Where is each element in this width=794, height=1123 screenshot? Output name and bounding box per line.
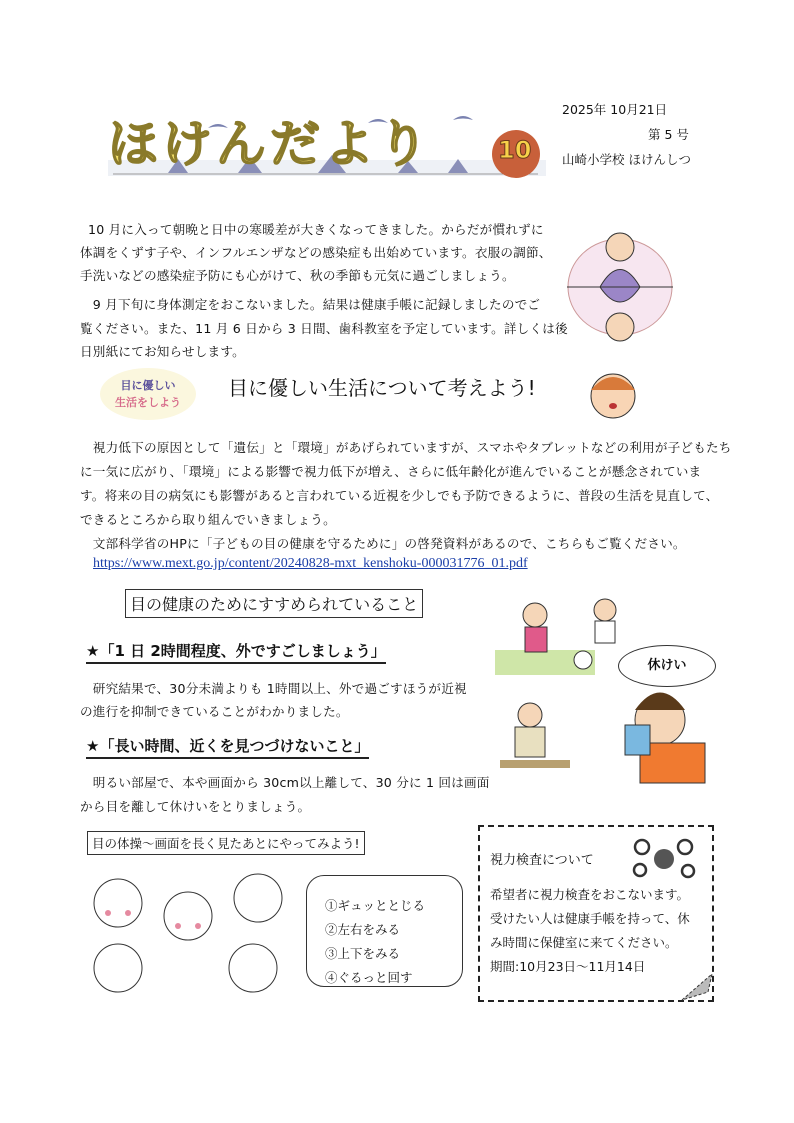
page-curl-icon: [680, 972, 714, 1002]
vision-test-line: み時間に保健室に来てください。: [490, 935, 678, 950]
tip-outdoor-title: ★「1 日 2時間程度、外ですごしましょう」: [86, 640, 386, 664]
newsletter-banner: [108, 98, 546, 180]
intro-line: 体調をくずす子や、インフルエンザなどの感染症も出始めています。衣服の調節、: [80, 245, 552, 260]
vision-test-title: 視力検査について: [490, 853, 594, 868]
mext-resource-link[interactable]: https://www.mext.go.jp/content/20240828-mxt_kenshoku-000031776_01.pdf: [93, 556, 528, 571]
tip-outdoor-line: の進行を抑制できていることがわかりました。: [80, 704, 349, 719]
eye-exercise-faces-illustration: [88, 868, 303, 1003]
banner-title: ほけんだより: [108, 115, 432, 173]
badge-line: 目に優しい: [120, 379, 176, 392]
tip-outdoor-line: 研究結果で、30分未満よりも 1時間以上、外で過ごすほうが近視: [80, 681, 467, 696]
vision-test-line: 期間:10月23日～11月14日: [490, 959, 646, 974]
exercise-steps-bubble: [306, 875, 463, 987]
eye-chart-child-icon: [630, 835, 700, 880]
sick-child-illustration: [565, 222, 675, 352]
issue-date: 2025年 10月21日: [562, 102, 668, 117]
badge-line: 生活をしよう: [115, 396, 181, 409]
intro-line: 10 月に入って朝晩と日中の寒暖差が大きくなってきました。からだが慣れずに: [88, 222, 544, 237]
exercise-step: ①ギュッととじる: [325, 898, 426, 913]
tip-near-work-title: ★「長い時間、近くを見つづけないこと」: [86, 735, 369, 759]
vision-test-notice: [478, 825, 714, 1002]
tip-near-work-line: から目を離して休けいをとりましょう。: [80, 799, 311, 814]
vision-test-body: [490, 883, 690, 979]
exercise-step: ②左右をみる: [325, 922, 401, 937]
eye-line: す。将来の目の病気にも影響があると言われている近視を少しでも予防できるように、普段の生活を見直して、: [80, 488, 719, 503]
rest-speech-bubble: [618, 645, 716, 687]
exercise-steps: [325, 894, 425, 990]
banner-month: 10: [498, 136, 532, 164]
publisher: 山崎小学校 ほけんしつ: [562, 152, 691, 167]
eye-exercise-title: 目の体操～画面を長く見たあとにやってみよう!: [87, 831, 365, 855]
eye-line: 文部科学省のHPに「子どもの目の健康を守るために」の啓発資料があるので、こちらもご覧ください。: [80, 536, 686, 551]
recommend-box-title: 目の健康のためにすすめられていること: [125, 589, 423, 618]
tired-eyes-child-illustration: [585, 370, 645, 422]
section-title: 目に優しい生活について考えよう!: [228, 376, 536, 400]
intro-line: 9 月下旬に身体測定をおこないました。結果は健康手帳に記録しましたのでご: [80, 297, 541, 312]
intro-line: 手洗いなどの感染症予防にも心がけて、秋の季節も元気に過ごしましょう。: [80, 268, 515, 283]
eye-badge: [100, 368, 196, 420]
eye-line: に一気に広がり、「環境」による影響で視力低下が増え、さらに低年齢化が進んでいることが懸念されていま: [80, 464, 702, 479]
intro-line: 日別紙にてお知らせします。: [80, 344, 245, 359]
vision-test-line: 受けたい人は健康手帳を持って、休: [490, 911, 690, 926]
tip-near-work-line: 明るい部屋で、本や画面から 30cm以上離して、30 分に 1 回は画面: [80, 775, 490, 790]
exercise-step: ④ぐるっと回す: [325, 970, 413, 985]
rest-bubble-label: 休けい: [647, 658, 687, 673]
vision-test-line: 希望者に視力検査をおこないます。: [490, 887, 690, 902]
issue-number: 第 5 号: [648, 127, 689, 142]
children-playing-and-resting-illustration: [495, 595, 720, 785]
exercise-step: ③上下をみる: [325, 946, 401, 961]
eye-line: できるところから取り組んでいきましょう。: [80, 512, 336, 527]
eye-line: 視力低下の原因として「遺伝」と「環境」があげられていますが、スマホやタブレットなどの利用が子どもたち: [80, 440, 732, 455]
intro-line: 覧ください。また、11 月 6 日から 3 日間、歯科教室を予定しています。詳しくは後: [80, 321, 568, 336]
